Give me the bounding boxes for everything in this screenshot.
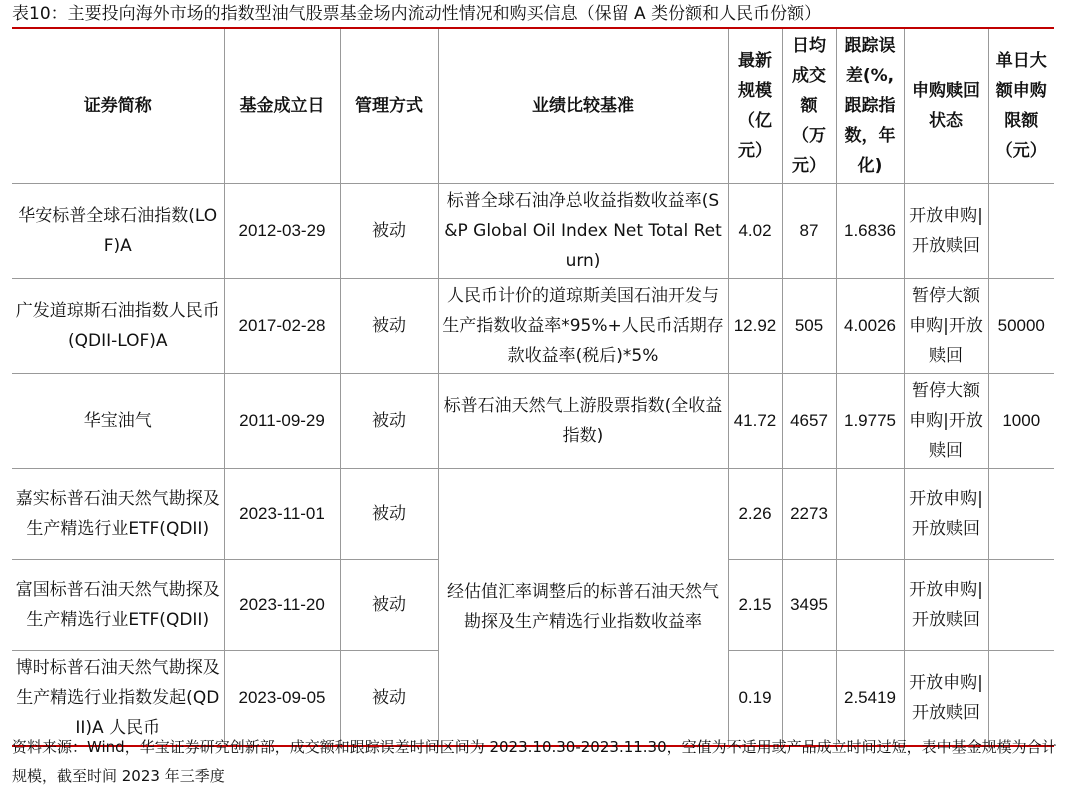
cell-status: 暂停大额申购|开放赎回 [904, 279, 988, 374]
cell-mgmt: 被动 [340, 374, 438, 469]
cell-status: 开放申购|开放赎回 [904, 651, 988, 747]
cell-limit: 1000 [988, 374, 1054, 469]
fund-table [12, 27, 1054, 747]
cell-scale: 12.92 [728, 279, 782, 374]
cell-name: 博时标普石油天然气勘探及生产精选行业指数发起(QDII)A 人民币 [12, 651, 224, 747]
cell-volume: 3495 [782, 560, 836, 651]
cell-benchmark-merged: 经估值汇率调整后的标普石油天然气勘探及生产精选行业指数收益率 [438, 469, 728, 747]
header-row [12, 28, 1054, 184]
cell-mgmt: 被动 [340, 469, 438, 560]
table-row [12, 279, 1054, 374]
cell-mgmt: 被动 [340, 651, 438, 747]
cell-date: 2012-03-29 [224, 184, 340, 279]
cell-tracking [836, 469, 904, 560]
cell-mgmt: 被动 [340, 279, 438, 374]
header-status: 申购赎回状态 [904, 28, 988, 184]
cell-date: 2023-11-20 [224, 560, 340, 651]
cell-scale: 2.15 [728, 560, 782, 651]
header-scale: 最新规模（亿元） [728, 28, 782, 184]
table-caption: 表10：主要投向海外市场的指数型油气股票基金场内流动性情况和购买信息（保留 A 类份额和人民币份额） [12, 4, 822, 24]
cell-date: 2017-02-28 [224, 279, 340, 374]
cell-date: 2011-09-29 [224, 374, 340, 469]
cell-scale: 0.19 [728, 651, 782, 747]
header-name: 证券简称 [12, 28, 224, 184]
cell-date: 2023-11-01 [224, 469, 340, 560]
cell-tracking [836, 560, 904, 651]
table-row [12, 469, 1054, 560]
cell-status: 开放申购|开放赎回 [904, 184, 988, 279]
cell-status: 暂停大额申购|开放赎回 [904, 374, 988, 469]
cell-mgmt: 被动 [340, 184, 438, 279]
cell-scale: 4.02 [728, 184, 782, 279]
cell-tracking: 1.6836 [836, 184, 904, 279]
cell-scale: 2.26 [728, 469, 782, 560]
cell-mgmt: 被动 [340, 560, 438, 651]
cell-tracking: 4.0026 [836, 279, 904, 374]
cell-limit [988, 560, 1054, 651]
cell-limit: 50000 [988, 279, 1054, 374]
cell-volume [782, 651, 836, 747]
cell-limit [988, 651, 1054, 747]
cell-limit [988, 469, 1054, 560]
cell-tracking: 2.5419 [836, 651, 904, 747]
cell-volume: 505 [782, 279, 836, 374]
header-tracking: 跟踪误差(%,跟踪指数，年化) [836, 28, 904, 184]
cell-limit [988, 184, 1054, 279]
cell-date: 2023-09-05 [224, 651, 340, 747]
header-volume: 日均成交额（万元） [782, 28, 836, 184]
cell-volume: 87 [782, 184, 836, 279]
table-row [12, 184, 1054, 279]
cell-volume: 2273 [782, 469, 836, 560]
cell-status: 开放申购|开放赎回 [904, 469, 988, 560]
cell-name: 广发道琼斯石油指数人民币(QDII-LOF)A [12, 279, 224, 374]
cell-benchmark: 标普全球石油净总收益指数收益率(S&P Global Oil Index Net Total Return) [438, 184, 728, 279]
cell-status: 开放申购|开放赎回 [904, 560, 988, 651]
table-row [12, 374, 1054, 469]
header-date: 基金成立日 [224, 28, 340, 184]
source-note: 资料来源：Wind，华宝证券研究创新部，成交额和跟踪误差时间区间为 2023.10.30-2023.11.30，空值为不适用或产品成立时间过短，表中基金规模为合计规模，截至时间 2023 年三季度 [12, 738, 1057, 785]
cell-tracking: 1.9775 [836, 374, 904, 469]
cell-name: 嘉实标普石油天然气勘探及生产精选行业ETF(QDII) [12, 469, 224, 560]
cell-benchmark: 标普石油天然气上游股票指数(全收益指数) [438, 374, 728, 469]
cell-benchmark: 人民币计价的道琼斯美国石油开发与生产指数收益率*95%+人民币活期存款收益率(税后)*5% [438, 279, 728, 374]
cell-name: 华安标普全球石油指数(LOF)A [12, 184, 224, 279]
header-limit: 单日大额申购限额（元） [988, 28, 1054, 184]
cell-name: 华宝油气 [12, 374, 224, 469]
cell-scale: 41.72 [728, 374, 782, 469]
header-benchmark: 业绩比较基准 [438, 28, 728, 184]
cell-name: 富国标普石油天然气勘探及生产精选行业ETF(QDII) [12, 560, 224, 651]
header-mgmt: 管理方式 [340, 28, 438, 184]
cell-volume: 4657 [782, 374, 836, 469]
